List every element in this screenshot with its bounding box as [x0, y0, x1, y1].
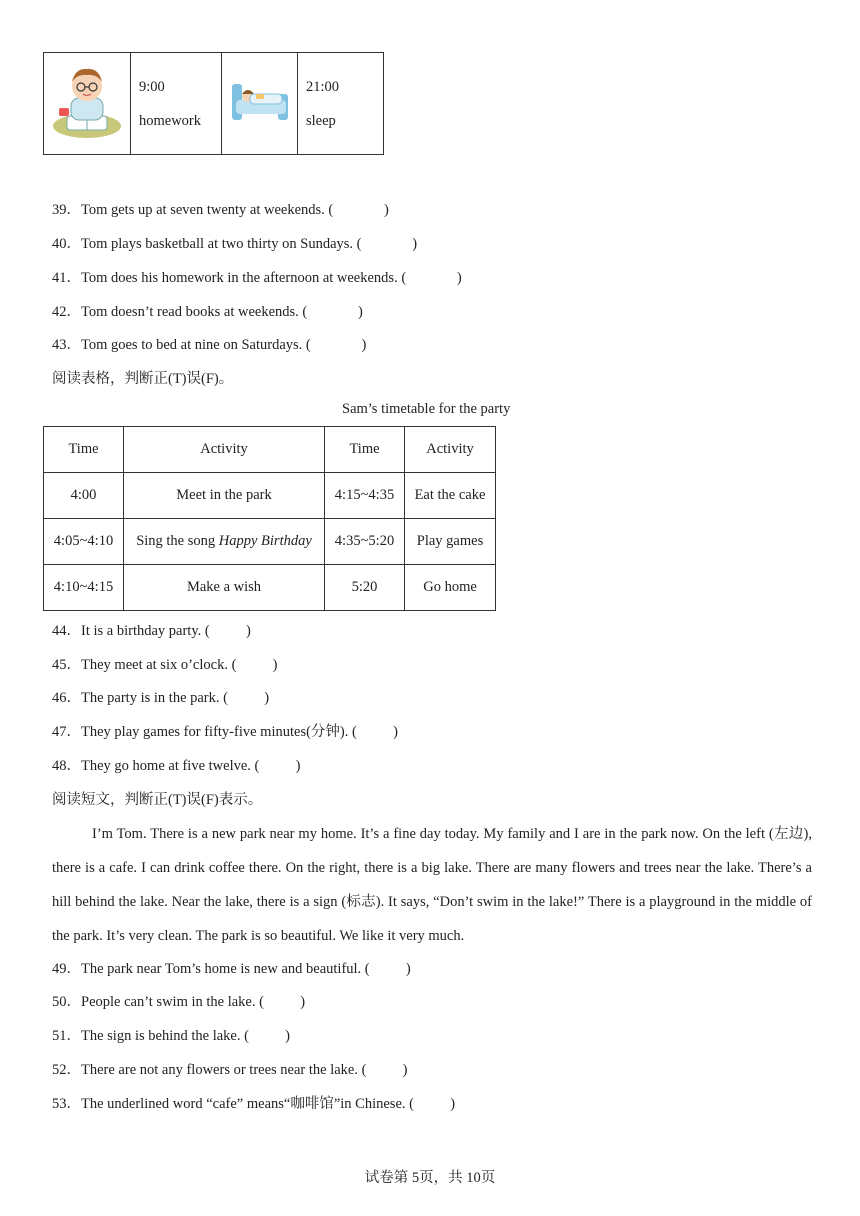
sleep-activity: sleep	[306, 112, 336, 129]
header-activity-2: Activity	[405, 427, 496, 473]
instruction-table: 阅读表格，判断正(T)误(F)。	[52, 371, 234, 387]
table-cell: Meet in the park	[124, 473, 325, 519]
table-cell: 4:05~4:10	[44, 519, 124, 565]
sleep-time: 21:00	[306, 78, 340, 95]
question-48: 48．They go home at five twelve. ( )	[52, 758, 301, 774]
homework-text-cell	[131, 53, 222, 155]
question-51: 51．The sign is behind the lake. ( )	[52, 1028, 290, 1044]
table-cell: Go home	[405, 565, 496, 611]
homework-activity: homework	[139, 112, 202, 129]
header-activity-1: Activity	[124, 427, 325, 473]
question-41: 41．Tom does his homework in the afternoon at weekends. ( )	[52, 270, 462, 286]
table-cell	[124, 519, 325, 565]
page-footer: 试卷第 5页，共 10页	[364, 1170, 496, 1186]
table-cell: Make a wish	[124, 565, 325, 611]
homework-image-cell	[44, 53, 131, 155]
question-49: 49．The park near Tom’s home is new and beautiful. ( )	[52, 961, 411, 977]
question-39: 39．Tom gets up at seven twenty at weekends. ( )	[52, 202, 389, 218]
question-53: 53．The underlined word “cafe” means“咖啡馆”in Chinese. ( )	[52, 1096, 456, 1112]
header-time-2: Time	[325, 427, 405, 473]
table-cell: 4:35~5:20	[325, 519, 405, 565]
homework-time: 9:00	[139, 78, 165, 95]
question-44: 44．It is a birthday party. ( )	[52, 623, 251, 639]
table-cell: 4:10~4:15	[44, 565, 124, 611]
table-cell: 5:20	[325, 565, 405, 611]
party-table-title: Sam’s timetable for the party	[342, 401, 511, 417]
table-row	[44, 565, 496, 611]
child-sleeping-in-bed-icon	[228, 76, 292, 126]
schedule-table	[43, 52, 384, 155]
question-46: 46．The party is in the park. ( )	[52, 690, 270, 706]
table-row	[44, 519, 496, 565]
question-45: 45．They meet at six o’clock. ( )	[52, 657, 278, 673]
table-header-row	[44, 427, 496, 473]
table-cell: Play games	[405, 519, 496, 565]
question-52: 52．There are not any flowers or trees near the lake. ( )	[52, 1062, 408, 1078]
party-timetable	[43, 426, 496, 611]
sleep-text-cell	[298, 53, 384, 155]
question-47: 47．They play games for fifty-five minutes(分钟). ( )	[52, 724, 398, 740]
question-40: 40．Tom plays basketball at two thirty on Sundays. ( )	[52, 236, 418, 252]
song-title: Happy Birthday	[218, 533, 312, 549]
table-row	[44, 473, 496, 519]
header-time-1: Time	[44, 427, 124, 473]
boy-doing-homework-icon	[47, 60, 127, 142]
reading-passage: I’m Tom. There is a new park near my home. It’s a fine day today. My family and I are in the park now. On the left (左边), there is a cafe. I can drink coffee there. On the right, there is a big lake. There are many flowers and trees near the lake. There’s a hill behind the lake. Near the lake, there is a sign (标志). It says, “Don’t swim in the lake!” There is a playground in the middle of the park. It’s very clean. The park is so beautiful. We like it very much.	[52, 826, 812, 944]
table-cell: 4:00	[44, 473, 124, 519]
table-cell: 4:15~4:35	[325, 473, 405, 519]
song-prefix: Sing the song	[136, 533, 219, 549]
question-50: 50．People can’t swim in the lake. ( )	[52, 994, 306, 1010]
sleep-image-cell	[222, 53, 298, 155]
question-42: 42．Tom doesn’t read books at weekends. ( )	[52, 304, 363, 320]
table-cell: Eat the cake	[405, 473, 496, 519]
question-43: 43．Tom goes to bed at nine on Saturdays. ( )	[52, 337, 367, 353]
instruction-passage: 阅读短文，判断正(T)误(F)表示。	[52, 792, 263, 808]
